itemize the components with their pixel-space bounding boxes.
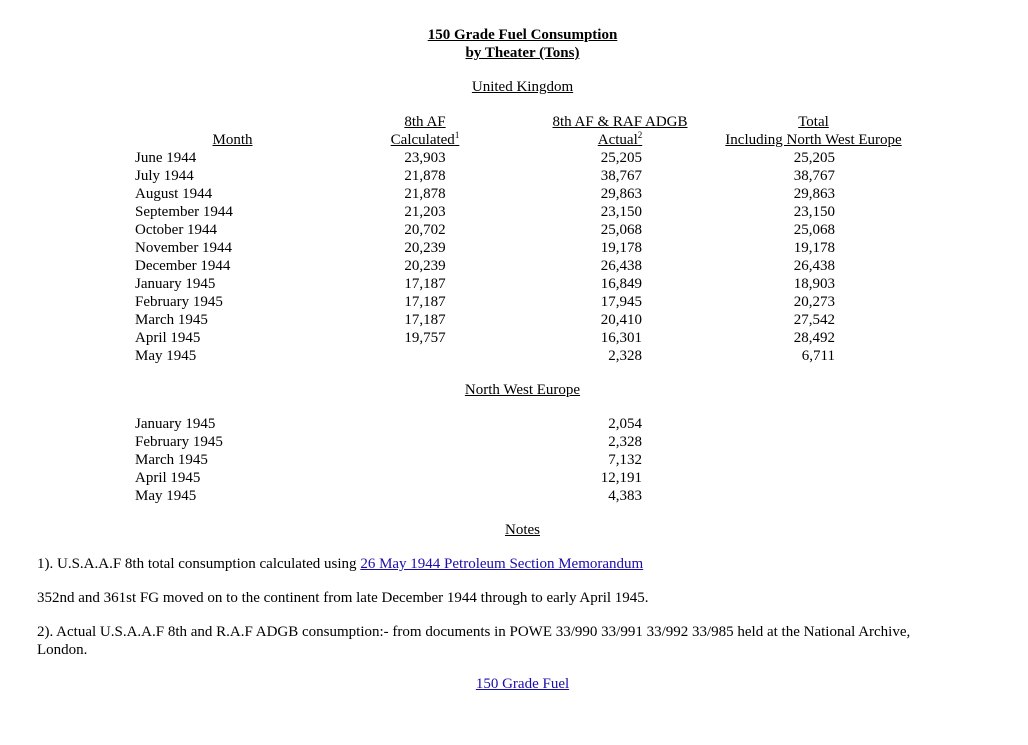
table-cell-total: 29,863 [793,186,835,202]
nwe-heading: North West Europe [464,382,581,398]
table-cell-calculated: 21,203 [404,204,446,220]
table-cell-actual: 38,767 [600,168,642,184]
table-cell-calculated: 21,878 [404,186,446,202]
150-grade-fuel-link[interactable]: 150 Grade Fuel [475,676,570,692]
table-cell-actual: 2,328 [608,348,642,364]
table-cell-calculated: 17,187 [404,294,446,310]
table-cell-month: May 1945 [135,488,197,504]
table-cell-month: November 1944 [135,240,233,256]
table-cell-calculated: 17,187 [404,276,446,292]
table-cell-calculated: 17,187 [404,312,446,328]
uk-heading: United Kingdom [471,79,574,95]
table-cell-calculated: 20,702 [404,222,446,238]
table-cell-actual: 29,863 [600,186,642,202]
footnote-2-marker: 2 [637,130,643,140]
uk-actual-column [560,149,642,365]
table-cell-month: January 1945 [135,276,216,292]
table-cell-total: 27,542 [793,312,835,328]
table-cell-month: March 1945 [135,452,208,468]
title-line-1: 150 Grade Fuel Consumption [427,27,618,43]
nwe-actual-column [560,415,642,505]
header-actual-line1: 8th AF & RAF ADGB [552,114,688,130]
table-cell-month: April 1945 [135,470,201,486]
uk-calculated-column [370,149,480,365]
table-cell-month: October 1944 [135,222,218,238]
uk-total-column [755,149,835,365]
table-cell-total: 20,273 [793,294,835,310]
table-cell-month: April 1945 [135,330,201,346]
table-cell-total: 18,903 [793,276,835,292]
notes-heading: Notes [505,522,540,538]
table-cell-total: 23,150 [793,204,835,220]
table-cell-actual: 2,054 [608,416,642,432]
table-cell-month: June 1944 [135,150,197,166]
table-cell-month: September 1944 [135,204,233,220]
table-cell-total: 38,767 [793,168,835,184]
footer [420,675,625,693]
table-cell-actual: 25,205 [600,150,642,166]
note-2-line1: 2). Actual U.S.A.A.F 8th and R.A.F ADGB consumption:- from documents in POWE 33/990 33/991 33/992 33/985 held at the National Archive, [37,624,911,640]
table-cell-calculated [370,347,480,365]
note-1 [37,555,643,573]
table-cell-month: July 1944 [135,168,194,184]
header-total-line1: Total [798,114,829,130]
title-line-2: by Theater (Tons) [465,45,580,61]
nwe-month-column [135,415,335,505]
header-total-line2: Including North West Europe [725,132,902,148]
table-cell-total: 28,492 [793,330,835,346]
table-cell-actual: 7,132 [608,452,642,468]
header-calculated-line1: 8th AF [404,114,446,130]
table-cell-actual: 17,945 [600,294,642,310]
table-cell-calculated: 20,239 [404,258,446,274]
table-cell-total: 26,438 [793,258,835,274]
table-cell-total: 25,205 [793,150,835,166]
header-calculated-line2: Calculated$^1$ [390,130,460,148]
uk-month-column [135,149,335,365]
table-cell-calculated: 19,757 [404,330,446,346]
table-cell-total: 25,068 [793,222,835,238]
table-cell-calculated: 23,903 [404,150,446,166]
table-cell-month: December 1944 [135,258,231,274]
table-cell-month: January 1945 [135,416,216,432]
note-1-text: 1). U.S.A.A.F 8th total consumption calculated using [37,556,361,572]
table-cell-total: 19,178 [793,240,835,256]
table-cell-month: August 1944 [135,186,213,202]
table-cell-actual: 23,150 [600,204,642,220]
table-cell-actual: 12,191 [600,470,642,486]
table-cell-month: February 1945 [135,294,223,310]
table-cell-actual: 19,178 [600,240,642,256]
table-cell-actual: 16,849 [600,276,642,292]
table-cell-calculated: 20,239 [404,240,446,256]
note-2-line2: London. [37,642,88,658]
table-cell-actual: 25,068 [600,222,642,238]
table-cell-actual: 20,410 [600,312,642,328]
table-cell-actual: 16,301 [600,330,642,346]
table-cell-actual: 2,328 [608,434,642,450]
table-cell-total: 6,711 [801,348,835,364]
table-cell-month: May 1945 [135,348,197,364]
table-cell-actual: 4,383 [608,488,642,504]
footnote-1-marker: 1 [454,130,460,140]
table-cell-actual: 26,438 [600,258,642,274]
table-cell-month: March 1945 [135,312,208,328]
note-1b: 352nd and 361st FG moved on to the continent from late December 1944 through to early April 1945. [37,590,649,606]
table-cell-month: February 1945 [135,434,223,450]
petroleum-memorandum-link[interactable]: 26 May 1944 Petroleum Section Memorandum [360,556,644,572]
table-cell-calculated: 21,878 [404,168,446,184]
header-month: Month [212,132,253,148]
header-actual-line2: Actual$^2$ [597,130,643,148]
